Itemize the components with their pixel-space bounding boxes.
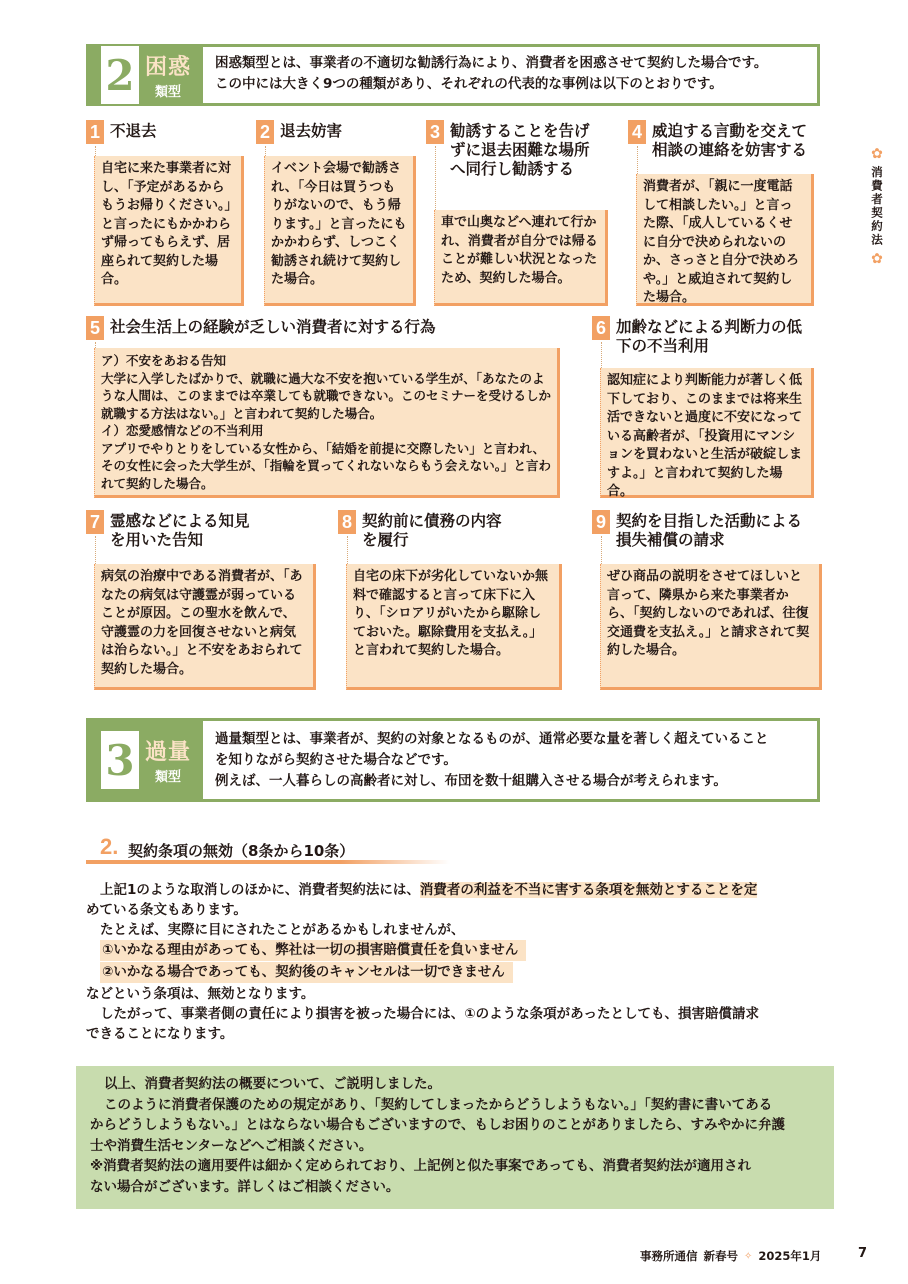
case5-sub-b-body: アプリでやりとりをしている女性から、「結婚を前提に交際したい」と言われ、その女性に会った大学生が、「指輪を買ってくれないならもう会えない。」と言われて契約した場合。 xyxy=(101,440,552,491)
type3-desc-line: を知りながら契約させた場合などです。 xyxy=(215,752,457,768)
section2-paragraph-4b: できることになります。 xyxy=(86,1026,234,1042)
case-number: 1 xyxy=(86,120,104,144)
case-body: 車で山奥などへ連れて行かれ、消費者が自分では帰ることが難しい状況となったため、契約した場合。 xyxy=(434,210,608,306)
case-title: 社会生活上の経験が乏しい消費者に対する行為 xyxy=(110,318,436,336)
case-number: 3 xyxy=(426,120,444,144)
section2-number: 2. xyxy=(100,834,119,859)
section2-paragraph-4: したがって、事業者側の責任により損害を被った場合には、①のような条項があったとしても、損害賠償請求 xyxy=(100,1006,760,1022)
type3-description xyxy=(203,721,781,799)
summary-box xyxy=(76,1066,834,1209)
type2-tag-main: 困惑 xyxy=(144,55,191,80)
case-title: 勧誘することを告げずに退去困難な場所へ同行し勧誘する xyxy=(450,122,590,178)
case-card-1 xyxy=(86,120,246,310)
case-body: ぜひ商品の説明をさせてほしいと言って、隣県から来た事業者から、「契約しないのであれば、往復交通費を支払え。」と請求されて契約した場合。 xyxy=(600,564,822,690)
clause-example-1: ①いかなる理由があっても、弊社は一切の損害賠償責任を負いません xyxy=(86,940,826,961)
case-card-7 xyxy=(86,510,318,694)
case-card-5 xyxy=(86,316,562,502)
case-card-6 xyxy=(592,316,816,502)
case-title: 不退去 xyxy=(110,122,157,140)
case-body: 病気の治療中である消費者が、「あなたの病気は守護霊が弱っていることが原因。この聖水を飲んで、守護霊の力を回復させないと病気は治らない。」と不安をあおられて契約した場合。 xyxy=(94,564,316,690)
flower-icon: ✿ xyxy=(871,146,883,162)
case-number: 6 xyxy=(592,316,610,340)
type3-tag-sub: 類型 xyxy=(154,770,181,785)
case-title: 威迫する言動を交えて相談の連絡を妨害する xyxy=(652,122,808,159)
case-card-3 xyxy=(426,120,610,310)
case-number: 7 xyxy=(86,510,104,534)
section2-paragraph-3: などという条項は、無効となります。 xyxy=(86,986,315,1002)
case5-sub-a-heading: ア）不安をあおる告知 xyxy=(101,353,227,368)
case-body: 消費者が、「親に一度電話して相談したい。」と言った際、「成人しているくせに自分で決められないのか、さっさと自分で決めろや。」と威迫されて契約した場合。 xyxy=(636,174,814,306)
case-body: イベント会場で勧誘され、「今日は買うつもりがないので、もう帰ります。」と言ったにもかかわらず、しつこく勧誘され続けて契約した場合。 xyxy=(264,156,416,306)
section2-heading xyxy=(86,834,450,864)
case-number: 4 xyxy=(628,120,646,144)
case5-sub-b-heading: イ）恋愛感情などの不当利用 xyxy=(101,423,264,438)
case-number: 8 xyxy=(338,510,356,534)
case-body xyxy=(94,348,560,498)
case-body: 自宅に来た事業者に対し、「予定があるからもうお帰りください。」と言ったにもかかわらず帰ってもらえず、居座られて契約した場合。 xyxy=(94,156,244,306)
clause-example-2: ②いかなる場合であっても、契約後のキャンセルは一切できません xyxy=(86,962,826,983)
type3-tag xyxy=(89,721,203,799)
side-label xyxy=(866,146,888,267)
summary-line: ※消費者契約法の適用要件は細かく定められており、上記例と似た事案であっても、消費者契約法が適用され xyxy=(90,1158,751,1174)
case-number: 2 xyxy=(256,120,274,144)
type3-tag-main: 過量 xyxy=(144,740,191,765)
case-number: 9 xyxy=(592,510,610,534)
section2-paragraph-1b: めている条文もあります。 xyxy=(86,902,247,918)
issue-name: 新春号 xyxy=(703,1249,738,1263)
type2-box xyxy=(86,44,820,106)
case-card-9 xyxy=(592,510,824,694)
type2-desc-line: この中には大きく9つの種類があり、それぞれの代表的な事例は以下のとおりです。 xyxy=(215,76,723,92)
section2-paragraph-1: 上記1のような取消しのほかに、消費者契約法には、消費者の利益を不当に害する条項を無効とすることを定 xyxy=(100,882,758,898)
summary-line: 以上、消費者契約法の概要について、ご説明しました。 xyxy=(104,1076,441,1092)
case-body: 自宅の床下が劣化していないか無料で確認すると言って床下に入り、「シロアリがいたから駆除しておいた。駆除費用を支払え。」と言われて契約した場合。 xyxy=(346,564,562,690)
type2-desc-line: 困惑類型とは、事業者の不適切な勧誘行為により、消費者を困惑させて契約した場合です。 xyxy=(215,55,768,71)
section2-title: 契約条項の無効（8条から10条） xyxy=(128,842,355,860)
summary-line: ない場合がございます。詳しくはご相談ください。 xyxy=(90,1178,400,1195)
type2-tag-sub: 類型 xyxy=(154,85,181,100)
case-title: 退去妨害 xyxy=(280,122,343,140)
side-label-text: 消費者契約法 xyxy=(870,166,884,247)
type2-tag xyxy=(89,47,203,103)
case-body: 認知症により判断能力が著しく低下しており、このままでは将来生活できないと過度に不安になっている高齢者が、「投資用にマンションを買わないと生活が破綻しますよ。」と言われて契約した場合。 xyxy=(600,368,814,498)
case-card-2 xyxy=(256,120,418,310)
type3-desc-line: 過量類型とは、事業者が、契約の対象となるものが、通常必要な量を著しく超えていること xyxy=(215,731,769,747)
case5-sub-a-body: 大学に入学したばかりで、就職に過大な不安を抱いている学生が、「あなたのような人間は、このままでは卒業しても就職できない。このセミナーを受けるしか就職する方法はない。」と言われて契約した場合。 xyxy=(101,370,552,421)
sparkle-icon: ✧ xyxy=(744,1250,753,1262)
type2-number: 2 xyxy=(101,46,139,104)
case-card-8 xyxy=(338,510,564,694)
case-number: 5 xyxy=(86,316,104,340)
issue-date: 2025年1月 xyxy=(758,1249,822,1263)
type3-desc-line: 例えば、一人暮らしの高齢者に対し、布団を数十組購入させる場合が考えられます。 xyxy=(215,773,727,789)
type3-number: 3 xyxy=(101,731,139,789)
flower-icon: ✿ xyxy=(871,251,883,267)
section2-paragraph-2: たとえば、実際に目にされたことがあるかもしれませんが、 xyxy=(100,922,465,938)
footer xyxy=(640,1248,821,1264)
type2-description xyxy=(203,47,779,103)
publication-name: 事務所通信 xyxy=(640,1249,698,1263)
case-title: 契約を目指した活動による損失補償の請求 xyxy=(616,512,803,549)
summary-line: このように消費者保護のための規定があり、「契約してしまったからどうしようもない。」「契約書に書いてある xyxy=(104,1096,773,1113)
case-title: 霊感などによる知見を用いた告知 xyxy=(110,512,250,549)
summary-line: からどうしようもない。」とはならない場合もございますので、もしお困りのことがありましたら、すみやかに弁護 xyxy=(90,1117,785,1133)
case-title: 契約前に債務の内容を履行 xyxy=(362,512,502,549)
case-card-4 xyxy=(628,120,816,310)
summary-line: 士や消費生活センターなどへご相談ください。 xyxy=(90,1137,373,1154)
page-number: 7 xyxy=(858,1246,868,1261)
case-title: 加齢などによる判断力の低下の不当利用 xyxy=(616,318,803,355)
type3-box xyxy=(86,718,820,802)
